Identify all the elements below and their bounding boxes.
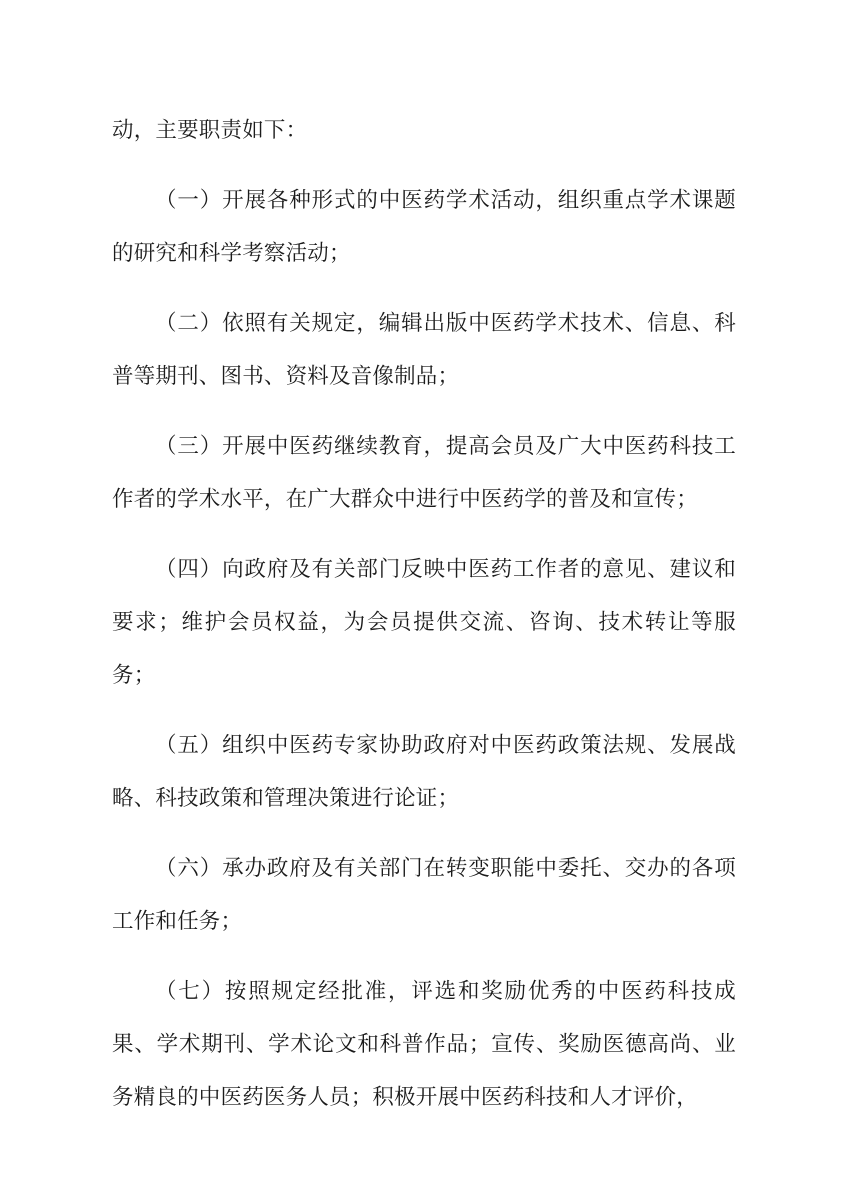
paragraph-item-1: （一）开展各种形式的中医药学术活动，组织重点学术课题的研究和科学考察活动； — [112, 188, 736, 265]
paragraph-item-5: （五）组织中医药专家协助政府对中医药政策法规、发展战略、科技政策和管理决策进行论证； — [112, 733, 736, 810]
paragraph-continuation: 动，主要职责如下： — [112, 118, 308, 142]
paragraph-item-3: （三）开展中医药继续教育，提高会员及广大中医药科技工作者的学术水平，在广大群众中进行中医药学的普及和宣传； — [112, 434, 736, 511]
paragraph-item-7: （七）按照规定经批准，评选和奖励优秀的中医药科技成果、学术期刊、学术论文和科普作品；宣传、奖励医德高尚、业务精良的中医药医务人员；积极开展中医药科技和人才评价， — [112, 979, 736, 1109]
document-body — [112, 104, 736, 1124]
paragraph-item-6: （六）承办政府及有关部门在转变职能中委托、交办的各项工作和任务； — [112, 856, 736, 933]
paragraph-item-4: （四）向政府及有关部门反映中医药工作者的意见、建议和要求；维护会员权益，为会员提供交流、咨询、技术转让等服务； — [112, 557, 736, 687]
paragraph-item-2: （二）依照有关规定，编辑出版中医药学术技术、信息、科普等期刊、图书、资料及音像制品； — [112, 311, 736, 388]
